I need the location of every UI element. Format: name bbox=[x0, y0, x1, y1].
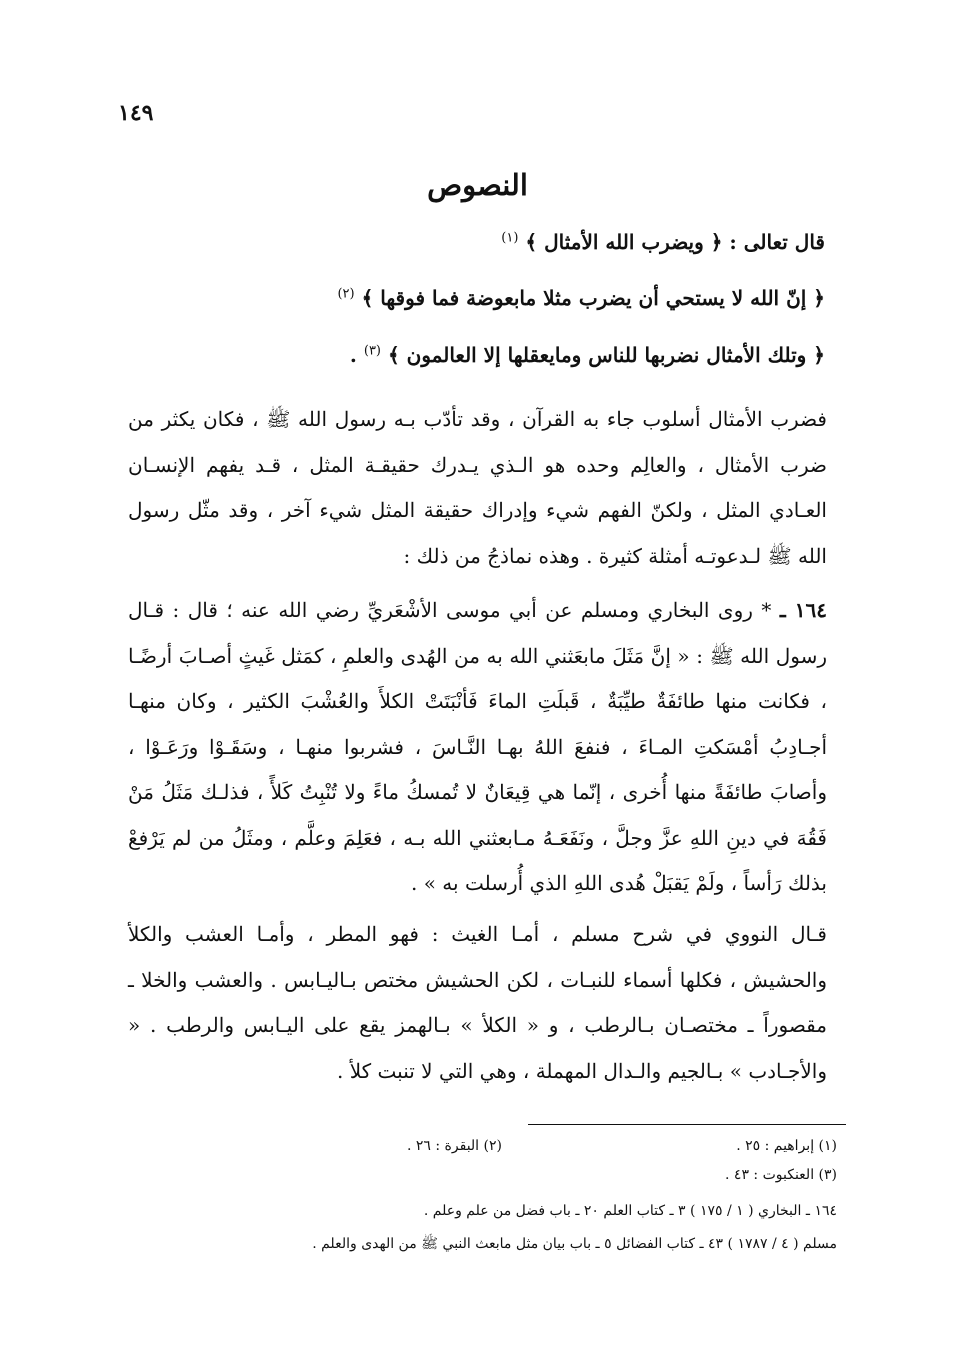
footnote-divider bbox=[528, 1124, 846, 1125]
intro-paragraph: فضرب الأمثال أسلوب جاء به القرآن ، وقد تأدّب بـه رسول الله ﷺ ، فكان يكثر من ضرب الأمثال ، والعالِم وحده هو الـذي يـدرك حقيقـة المثل ، قـد يفهم الإنسـان العـادي المثل ، ولكنّ الفهم شيء وإدراك حقيقة المثل شيء آخر ، وقد مثّل رسول الله ﷺ لـدعوتـه أمثلة كثيرة . وهذه نماذجُ من ذلك : bbox=[128, 407, 827, 568]
hadith-text: * روى البخاري ومسلم عن أبي موسى الأشْعَريِّ رضي الله عنه ؛ قال : قـال رسول الله ﷺ : « إنَّ مَثَلَ مابعَثني الله به من الهُدى والعلمِ ، كمَثل غَيثٍ أصـابَ أرضًـا ، فكانت منها طائفَةٌ طيِّبَةٌ ، قَبلَتِ الماءَ فَأنْبَتَتْ الكلأَ والعُشْبَ الكثير ، وكان منهـا أجـادِبُ أمْسَكتِ المـاءَ ، فنفعَ اللهُ بهـا النَّـاسَ ، فشربوا منهـا ، وسَقَـوْا ورَعَـوْا ، وأصابَ طائفَةً منها أُخرى ، إنّما هي قِيعَانٌ لا تُمسكُ ماءً ولا تُنْبِتُ كَلأً ، فذلـك مَثَلُ مَنْ فَقُهَ في دينِ اللهِ عزَّ وجلَّ ، ونَفَعَـهُ مـابعثني الله بـه ، فعَلِمَ وعلَّم ، ومثَلُ من لم يَرْفعْ بذلك رَأساً ، ولَمْ يَقبَلْ هُدى اللهِ الذي أُرسلت به » . bbox=[128, 598, 827, 895]
footnote-3: (٣) العنكبوت : ٤٣ . bbox=[725, 1167, 837, 1183]
quote-text: ﴿ إنّ الله لا يستحي أن يضرب مثلا مابعوضة فما فوقها ﴾ bbox=[361, 286, 825, 310]
quran-quote-1 bbox=[125, 230, 825, 254]
quote-text: ﴿ وتلك الأمثال نضربها للناس ومايعقلها إلا العالمون ﴾ bbox=[387, 343, 825, 367]
quote-ref: (٣) bbox=[363, 343, 381, 359]
quote-ref: (٢) bbox=[337, 286, 355, 302]
quran-quote-2 bbox=[125, 286, 825, 310]
section-heading: النصوص bbox=[427, 168, 528, 202]
hadith-paragraph bbox=[128, 588, 827, 907]
quote-ref: (١) bbox=[501, 230, 519, 246]
quran-quote-3 bbox=[125, 343, 825, 367]
quote-text: قال تعالى : ﴿ ويضرب الله الأمثال ﴾ bbox=[525, 230, 825, 254]
footnote-2: (٢) البقرة : ٢٦ . bbox=[406, 1138, 502, 1154]
nawawi-commentary: قـال النووي في شرح مسلم ، أمـا الغيث : فهو المطر ، وأمـا العشب والكلأ والحشيش ، فكلها أسماء للنبـات ، لكن الحشيش مختص بـاليـابس . والعشب والخلا ـ مقصوراً ـ مختصـان بـالرطب ، و « الكلأ » بـالهمز يقع على اليـابس والرطب . « والأجـادب » بـالجيم والـدال المهملة ، وهي التي لا تنبت كلأ . bbox=[128, 922, 827, 1083]
quote-suffix: . bbox=[349, 343, 357, 367]
hadith-number: ١٦٤ ـ bbox=[779, 598, 828, 622]
page-number: ١٤٩ bbox=[118, 100, 154, 126]
footnote-hadith-muslim: مسلم ( ٤ / ١٧٨٧ ) ٤٣ ـ كتاب الفضائل ٥ ـ باب بيان مثل مابعث النبي ﷺ من الهدى والعلم . bbox=[312, 1236, 837, 1252]
footnote-hadith-bukhari: ١٦٤ ـ البخاري ( ١ / ١٧٥ ) ٣ ـ كتاب العلم ٢٠ ـ باب فضل من علم وعلم . bbox=[423, 1203, 837, 1219]
footnote-1: (١) إبراهيم : ٢٥ . bbox=[736, 1138, 837, 1154]
